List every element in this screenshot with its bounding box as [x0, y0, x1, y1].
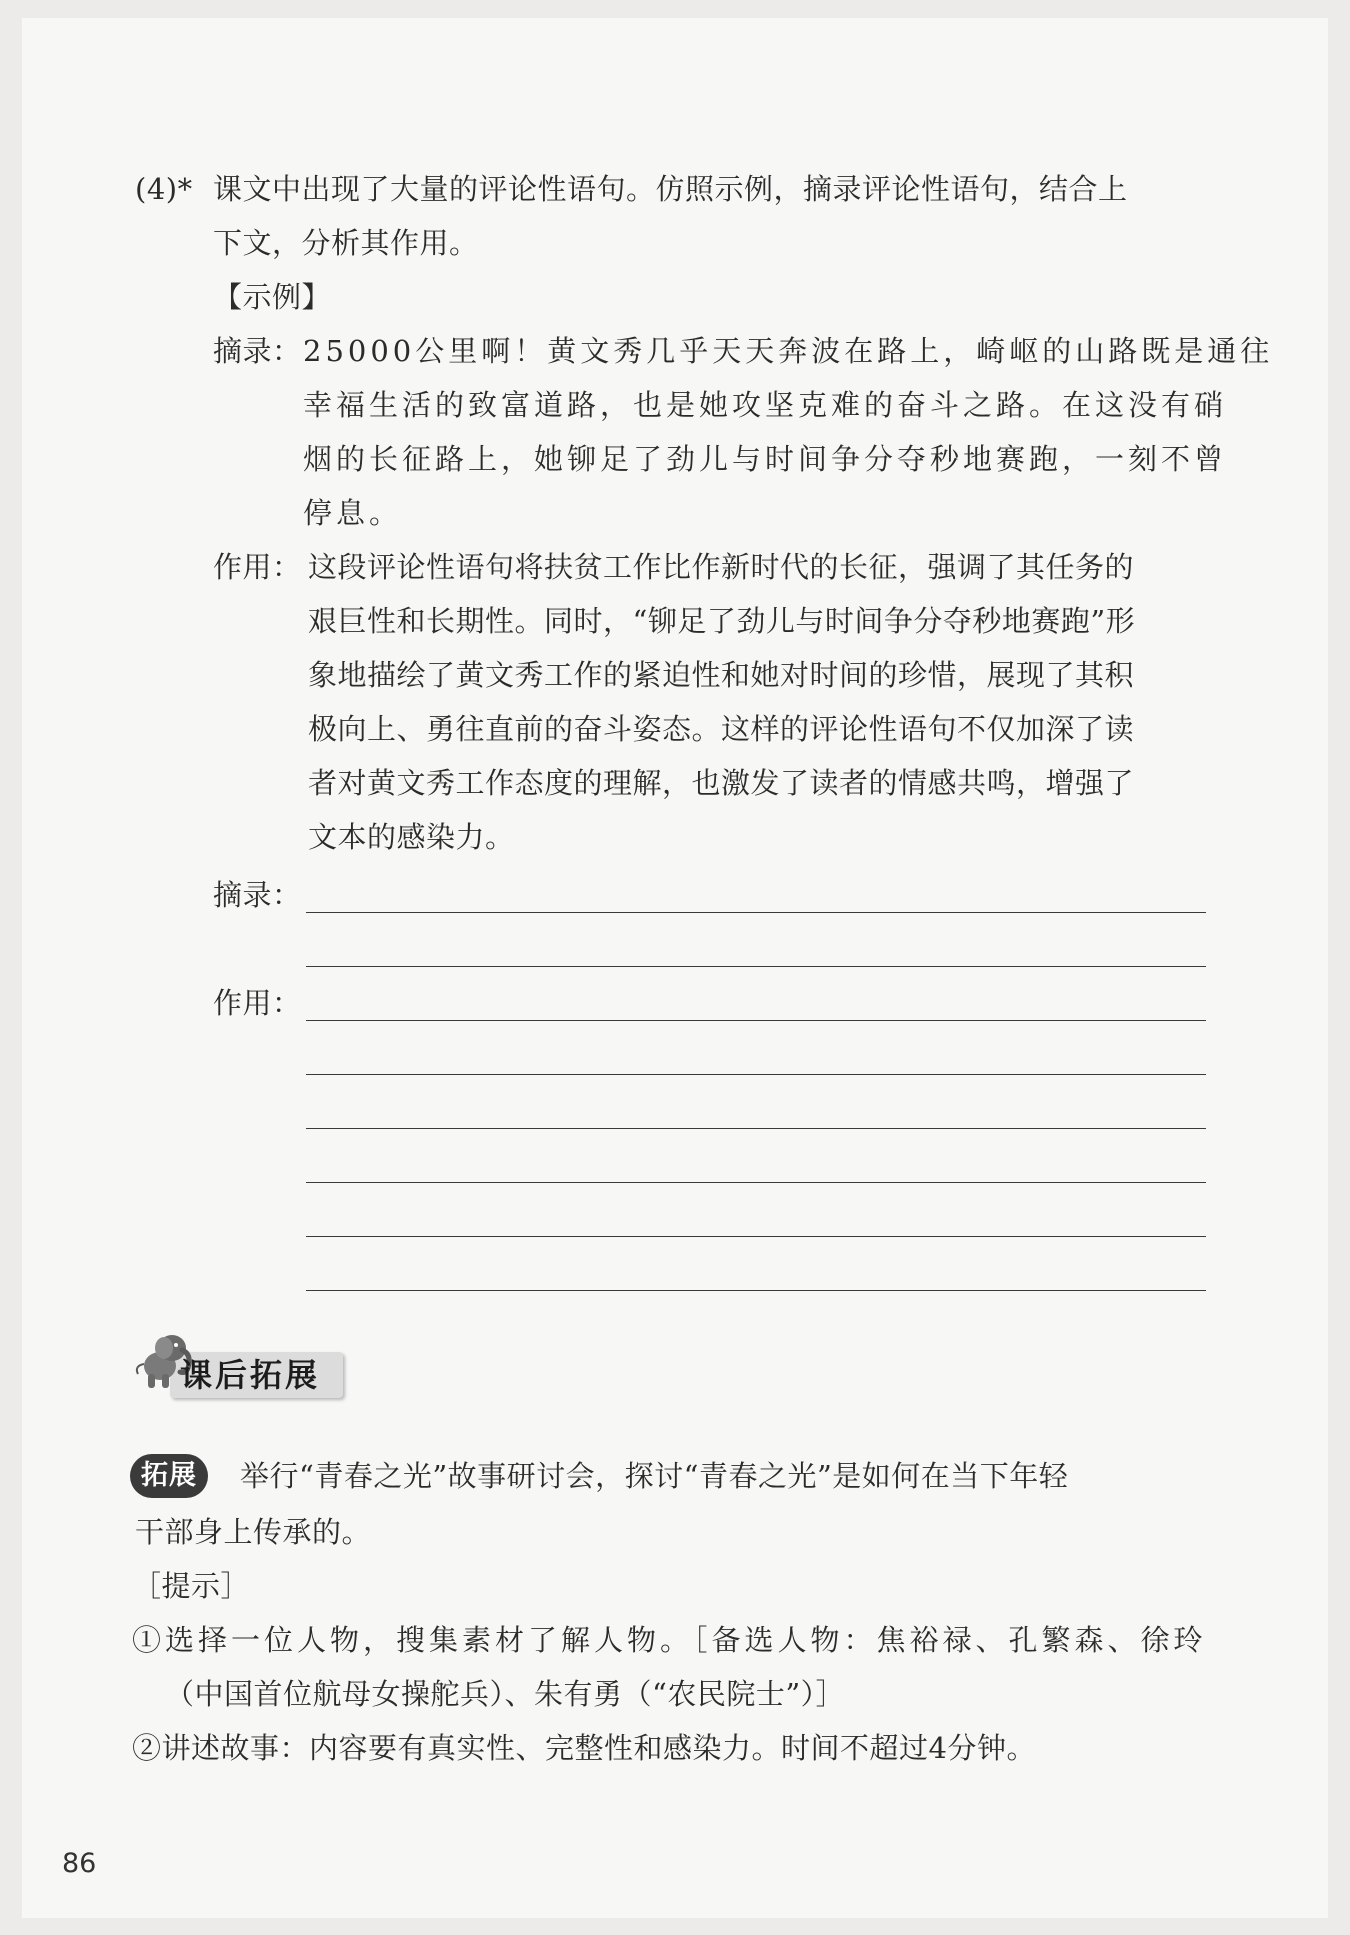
example-excerpt-label: 摘录： [213, 334, 302, 368]
example-excerpt-line: 停息。 [303, 496, 403, 530]
example-excerpt-line: 25000公里啊！黄文秀几乎天天奔波在路上，崎岖的山路既是通往 [303, 334, 1274, 368]
example-effect-line: 者对黄文秀工作态度的理解，也激发了读者的情感共鸣，增强了 [308, 766, 1135, 800]
answer-effect-line[interactable] [306, 1182, 1206, 1183]
hint-item-2: ②讲述故事：内容要有真实性、完整性和感染力。时间不超过4分钟。 [132, 1731, 1036, 1765]
extension-text-line-2: 干部身上传承的。 [135, 1515, 372, 1549]
page-number: 86 [62, 1848, 97, 1879]
question-prompt-line-1: 课文中出现了大量的评论性语句。仿照示例，摘录评论性语句，结合上 [213, 172, 1128, 206]
extension-text-line-1: 举行“青春之光”故事研讨会，探讨“青春之光”是如何在当下年轻 [240, 1459, 1069, 1493]
hint-item-1-line-1: ①选择一位人物，搜集素材了解人物。［备选人物：焦裕禄、孔繁森、徐玲 [132, 1623, 1207, 1657]
section-title: 课后拓展 [180, 1356, 321, 1394]
answer-effect-line[interactable] [306, 1074, 1206, 1075]
answer-effect-line[interactable] [306, 1020, 1206, 1021]
section-header [130, 1330, 345, 1400]
answer-effect-line[interactable] [306, 1128, 1206, 1129]
example-excerpt-line: 烟的长征路上，她铆足了劲儿与时间争分夺秒地赛跑，一刻不曾 [303, 442, 1228, 476]
hint-item-1-line-2: （中国首位航母女操舵兵）、朱有勇（“农民院士”）］ [165, 1677, 846, 1711]
answer-effect-line[interactable] [306, 1290, 1206, 1291]
answer-excerpt-label: 摘录： [213, 878, 302, 912]
answer-excerpt-line[interactable] [306, 966, 1206, 967]
example-effect-line: 象地描绘了黄文秀工作的紧迫性和她对时间的珍惜，展现了其积 [308, 658, 1135, 692]
example-heading: 【示例】 [213, 280, 332, 314]
example-effect-label: 作用： [213, 550, 302, 584]
question-prompt-line-2: 下文，分析其作用。 [213, 226, 479, 260]
example-effect-line: 文本的感染力。 [308, 820, 515, 854]
example-excerpt-line: 幸福生活的致富道路，也是她攻坚克难的奋斗之路。在这没有硝 [303, 388, 1228, 422]
question-number: (4)* [135, 172, 193, 206]
hint-heading: ［提示］ [132, 1569, 251, 1603]
extension-badge: 拓展 [130, 1454, 208, 1498]
example-effect-line: 艰巨性和长期性。同时，“铆足了劲儿与时间争分夺秒地赛跑”形 [308, 604, 1136, 638]
example-effect-line: 极向上、勇往直前的奋斗姿态。这样的评论性语句不仅加深了读 [308, 712, 1135, 746]
answer-effect-line[interactable] [306, 1236, 1206, 1237]
answer-excerpt-line[interactable] [306, 912, 1206, 913]
example-effect-line: 这段评论性语句将扶贫工作比作新时代的长征，强调了其任务的 [308, 550, 1135, 584]
answer-effect-label: 作用： [213, 986, 302, 1020]
